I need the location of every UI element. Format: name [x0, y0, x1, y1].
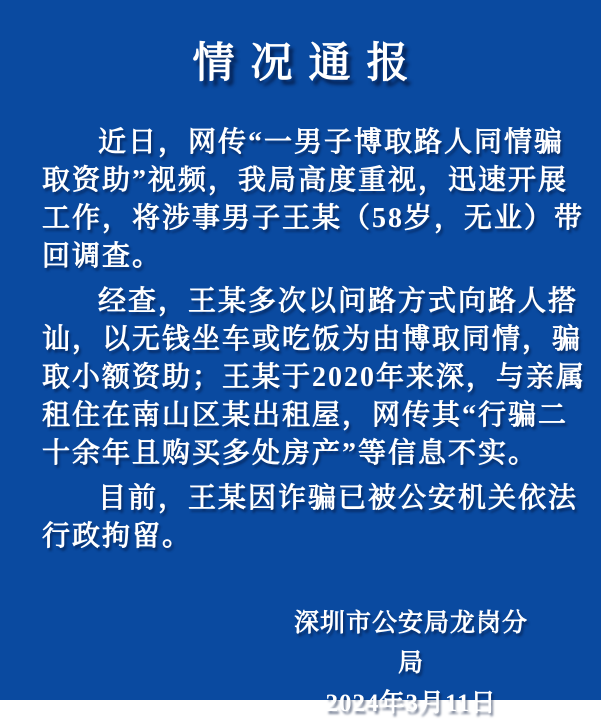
body-line: 经查，王某多次以问路方式向路人搭: [98, 286, 579, 317]
notice-body: [42, 124, 587, 556]
signature-block: [285, 604, 537, 724]
body-line: 近日，网传“一男子博取路人同情骗: [98, 127, 565, 158]
paragraph-investigation-start: [42, 124, 585, 276]
body-line: 目前，王某因诈骗已被公安机关依法: [98, 483, 579, 514]
signature-agency: 深圳市公安局龙岗分局: [293, 610, 528, 677]
body-line: 十余年且购买多处房产”等信息不实。: [42, 438, 539, 469]
signature-date: 2024年3月11日: [325, 690, 497, 717]
body-line: 取资助”视频，我局高度重视，迅速开展: [42, 165, 569, 196]
body-line: 租住在南山区某出租屋，网传其“行骗二: [42, 400, 569, 431]
paragraph-outcome: [42, 480, 579, 556]
notice-title: 情况通报: [192, 41, 425, 87]
body-line: 工作，将涉事男子王某（58岁，无业）带: [42, 203, 585, 234]
body-line: 讪，以无钱坐车或吃饭为由博取同情，骗: [42, 324, 583, 355]
body-line: 取小额资助；王某于2020年来深，与亲属: [42, 362, 587, 393]
body-line: 行政拘留。: [42, 521, 193, 552]
body-line: 回调查。: [42, 241, 163, 272]
paragraph-findings: [42, 283, 587, 473]
